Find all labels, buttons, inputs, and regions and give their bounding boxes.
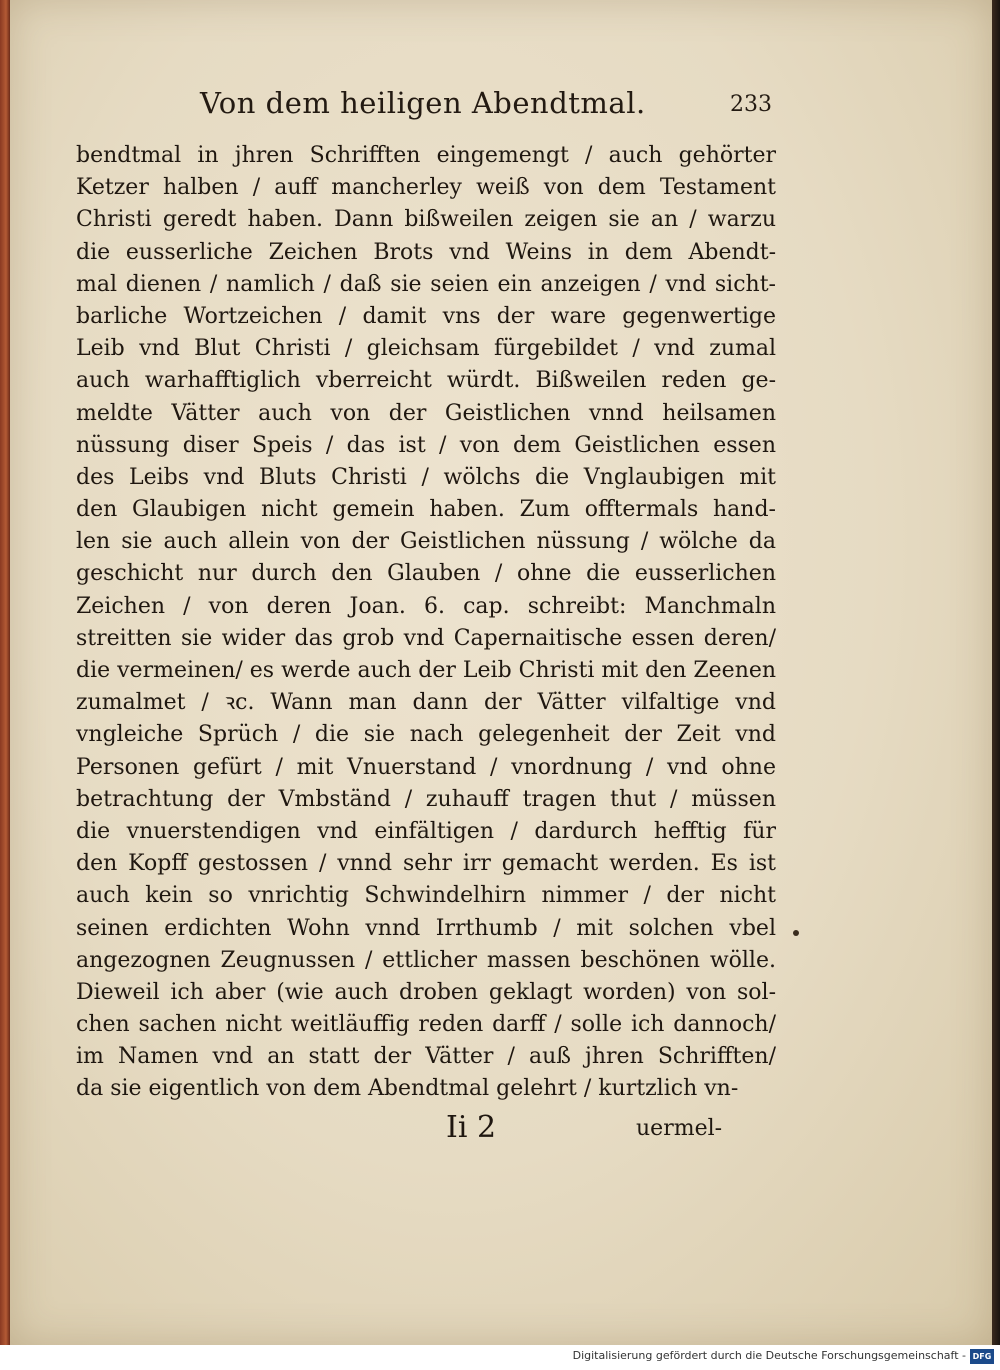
text-line: den Glaubigen nicht gemein haben. Zum offtermals hand-: [76, 497, 776, 523]
digitization-footer: [0, 1345, 1000, 1370]
page-header: [200, 86, 772, 130]
text-line: barliche Wortzeichen / damit vns der ware gegenwertige: [76, 303, 776, 329]
running-head: Von dem heiligen Abendtmal.: [200, 86, 646, 120]
text-line: vngleiche Sprüch / die sie nach gelegenheit der Zeit vnd: [76, 722, 776, 748]
text-line: auch warhafftiglich vberreicht würdt. Bißweilen reden ge-: [76, 368, 776, 394]
text-line: Dieweil ich aber (wie auch droben geklagt worden) von sol-: [76, 979, 776, 1005]
page-number: 233: [730, 92, 772, 117]
text-line: angezognen Zeugnussen / ettlicher massen beschönen wölle.: [76, 947, 776, 973]
text-line: Leib vnd Blut Christi / gleichsam fürgebildet / vnd zumal: [76, 336, 776, 362]
text-line: die vermeinen/ es werde auch der Leib Christi mit den Zeenen: [76, 658, 776, 683]
text-line: die eusserliche Zeichen Brots vnd Weins in dem Abendt-: [76, 239, 776, 265]
text-line: Personen gefürt / mit Vnuerstand / vnordnung / vnd ohne: [76, 754, 776, 780]
funding-credit: Digitalisierung gefördert durch die Deutsche Forschungsgemeinschaft -: [572, 1349, 966, 1362]
text-line: den Kopff gestossen / vnnd sehr irr gemacht werden. Es ist: [76, 851, 776, 877]
text-line: betrachtung der Vmbständ / zuhauff tragen thut / müssen: [76, 786, 776, 812]
text-line: des Leibs vnd Bluts Christi / wölchs die Vnglaubigen mit: [76, 464, 776, 490]
text-line: chen sachen nicht weitläuffig reden darff / solle ich dannoch/: [76, 1012, 776, 1038]
text-line: im Namen vnd an statt der Vätter / auß jhren Schrifften/: [76, 1044, 776, 1070]
text-line: Zeichen / von deren Joan. 6. cap. schreibt: Manchmaln: [76, 593, 776, 619]
text-line: zumalmet / ꝛc. Wann man dann der Vätter vilfaltige vnd: [76, 690, 776, 716]
text-line: da sie eigentlich von dem Abendtmal gelehrt / kurtzlich vn-: [76, 1076, 739, 1102]
body-text: [76, 140, 776, 1106]
text-line: nüssung diser Speis / das ist / von dem Geistlichen essen: [76, 432, 776, 458]
text-line: auch kein so vnrichtig Schwindelhirn nimmer / der nicht: [76, 883, 776, 909]
catchword: uermel-: [636, 1116, 723, 1141]
text-line: seinen erdichten Wohn vnnd Irrthumb / mit solchen vbel: [76, 915, 776, 941]
text-line: streitten sie wider das grob vnd Capernaitische essen deren/: [76, 625, 776, 651]
text-line: len sie auch allein von der Geistlichen nüssung / wölche da: [76, 529, 776, 555]
signature-mark: Ii 2: [446, 1110, 497, 1145]
ink-spot: [793, 930, 799, 936]
text-line: Ketzer halben / auff mancherley weiß von dem Testament: [76, 175, 776, 201]
text-line: die vnuerstendigen vnd einfältigen / dardurch hefftig für: [76, 818, 776, 844]
text-line: meldte Vätter auch von der Geistlichen vnnd heilsamen: [76, 400, 776, 426]
dfg-logo: DFG: [970, 1349, 994, 1364]
book-page: [10, 0, 992, 1345]
text-line: bendtmal in jhren Schrifften eingemengt / auch gehörter: [76, 143, 776, 168]
catchline: [446, 1110, 776, 1146]
text-line: geschicht nur durch den Glauben / ohne die eusserlichen: [76, 561, 776, 587]
book-gutter-edge: [992, 0, 1000, 1345]
text-line: mal dienen / namlich / daß sie seien ein anzeigen / vnd sicht-: [76, 271, 776, 297]
book-binding-edge: [0, 0, 10, 1345]
text-line: Christi geredt haben. Dann bißweilen zeigen sie an / warzu: [76, 207, 776, 233]
